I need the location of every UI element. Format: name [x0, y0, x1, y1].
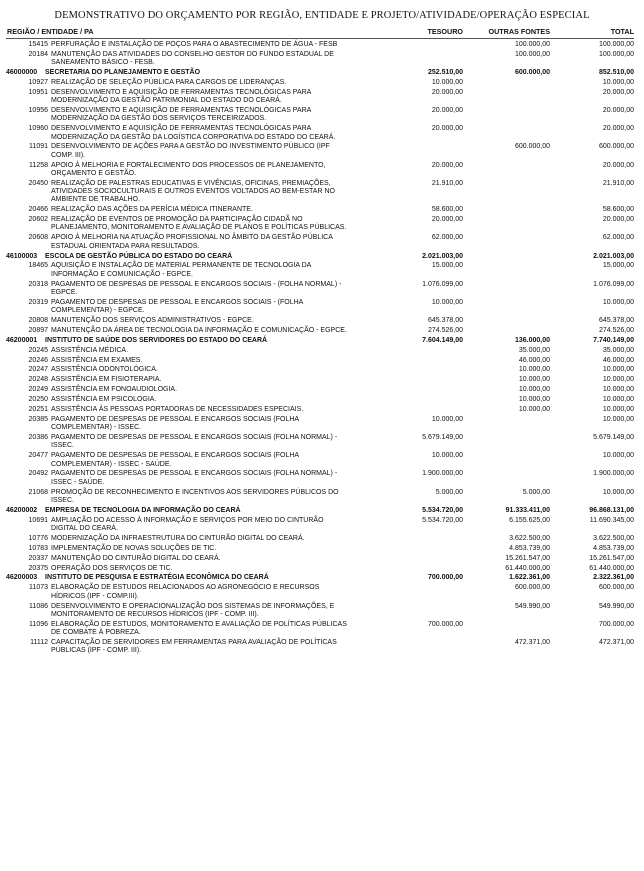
outras-fontes-value: 61.440.000,00 [505, 564, 550, 572]
tesouro-value: 274.526,00 [427, 326, 463, 334]
table-row [6, 162, 634, 180]
total-value: 10.000,00 [602, 78, 634, 86]
action-code: 11112 [30, 638, 48, 646]
outras-fontes-value: 15.261.547,00 [505, 554, 550, 562]
total-value: 549.990,00 [598, 602, 634, 610]
outras-fontes-value: 600.000,00 [514, 584, 550, 592]
description: ASSISTÊNCIA ÀS PESSOAS PORTADORAS DE NECESSIDADES ESPECIAIS. [51, 406, 304, 414]
table-row [6, 639, 634, 657]
entity-code: 46200001 [6, 336, 38, 344]
outras-fontes-value: 100.000,00 [514, 50, 550, 58]
total-value: 10.000,00 [602, 406, 634, 414]
outras-fontes-value: 4.853.739,00 [509, 544, 550, 552]
table-row [6, 89, 634, 107]
action-code: 11086 [29, 602, 48, 610]
total-value: 10.000,00 [602, 386, 634, 394]
outras-fontes-value: 10.000,00 [518, 376, 550, 384]
action-code: 21068 [28, 488, 48, 496]
total-value: 2.322.361,00 [593, 574, 634, 582]
tesouro-value: 1.900.000,00 [422, 470, 463, 478]
tesouro-value: 10.000,00 [431, 452, 463, 460]
table-row [6, 41, 634, 51]
action-code: 20249 [28, 386, 48, 394]
description: APOIO À MELHORIA E FORTALECIMENTO DOS PROCESSOS DE PLANEJAMENTO, ORÇAMENTO E GESTÃO. [51, 161, 326, 177]
action-code: 11091 [29, 143, 48, 151]
description: ASSISTÊNCIA EM FONOAUDIOLOGIA. [51, 386, 178, 394]
description: CAPACITAÇÃO DE SERVIDORES EM FERRAMENTAS PARA AVALIAÇÃO DE POLÍTICAS PÚBLICAS (IPF - COMP. III). [51, 638, 337, 655]
total-value: 11.690.345,00 [589, 516, 634, 524]
entity-code: 46000000 [6, 69, 38, 77]
outras-fontes-value: 3.622.500,00 [509, 534, 550, 542]
table-row [6, 406, 634, 416]
table-header [6, 27, 634, 39]
total-value: 472.371,00 [598, 638, 634, 646]
action-code: 20250 [28, 396, 48, 404]
tesouro-value: 1.076.099,00 [422, 280, 463, 288]
tesouro-value: 15.000,00 [431, 262, 463, 270]
description: MANUTENÇÃO DA ÁREA DE TECNOLOGIA DA INFORMAÇÃO E COMUNICAÇÃO - EGPCE. [51, 326, 347, 334]
outras-fontes-value: 136.000,00 [514, 336, 550, 344]
tesouro-value: 645.378,00 [427, 317, 463, 324]
total-value: 46.000,00 [602, 356, 634, 364]
table-row [6, 327, 634, 337]
total-value: 10.000,00 [602, 366, 634, 374]
description: ASSISTÊNCIA ODONTOLÓGICA. [51, 366, 158, 374]
total-value: 274.526,00 [598, 326, 634, 334]
action-code: 10956 [28, 107, 48, 115]
table-row [6, 584, 634, 602]
table-row [6, 357, 634, 367]
action-code: 20897 [28, 326, 48, 334]
table-row [6, 125, 634, 143]
outras-fontes-value: 6.155.625,00 [509, 516, 550, 524]
action-code: 20466 [28, 206, 48, 214]
action-code: 20248 [28, 376, 48, 384]
total-value: 10.000,00 [602, 376, 634, 384]
total-value: 1.900.000,00 [593, 470, 634, 478]
action-code: 10927 [28, 78, 48, 86]
action-code: 20245 [28, 346, 48, 354]
table-row [6, 489, 634, 507]
action-code: 10951 [28, 88, 48, 96]
description: SECRETARIA DO PLANEJAMENTO E GESTÃO [45, 69, 201, 77]
outras-fontes-value: 600.000,00 [514, 143, 550, 151]
total-value: 20.000,00 [602, 88, 634, 96]
total-value: 100.000,00 [598, 41, 634, 48]
description: REALIZAÇÃO DAS AÇÕES DA PERÍCIA MÉDICA ITINERANTE. [51, 206, 253, 214]
total-value: 600.000,00 [598, 584, 634, 592]
action-code: 10960 [28, 125, 48, 133]
action-code: 20602 [28, 216, 48, 224]
tesouro-value: 10.000,00 [431, 78, 463, 86]
table-row [6, 281, 634, 299]
tesouro-value: 5.534.720,00 [422, 516, 463, 524]
tesouro-value: 58.600,00 [431, 206, 463, 214]
outras-fontes-value: 10.000,00 [518, 406, 550, 414]
description: ESCOLA DE GESTÃO PÚBLICA DO ESTADO DO CEARÁ [45, 252, 233, 260]
total-value: 15.000,00 [602, 262, 634, 270]
tesouro-value: 20.000,00 [431, 125, 463, 133]
tesouro-value: 20.000,00 [431, 161, 463, 169]
table-row [6, 603, 634, 621]
table-row [6, 535, 634, 545]
description: APOIO À MELHORIA NA ATUAÇÃO PROFISSIONAL NO ÂMBITO DA GESTÃO PÚBLICA ESTADUAL ORIENTADA PARA RESULTADOS. [51, 234, 333, 250]
outras-fontes-value: 1.622.361,00 [509, 574, 550, 582]
table-row [6, 79, 634, 89]
outras-fontes-value: 10.000,00 [518, 366, 550, 374]
description: ASSISTÊNCIA EM FISIOTERAPIA. [51, 376, 162, 384]
table-row [6, 107, 634, 125]
outras-fontes-value: 10.000,00 [518, 396, 550, 404]
description: ELABORAÇÃO DE ESTUDOS, MONITORAMENTO E AVALIAÇÃO DE POLÍTICAS PÚBLICAS DE COMBATE À POBREZA. [51, 620, 347, 637]
description: MANUTENÇÃO DOS SERVIÇOS ADMINISTRATIVOS - EGPCE. [51, 317, 254, 324]
description: ASSISTÊNCIA EM PSICOLOGIA. [51, 396, 157, 404]
table-row [6, 452, 634, 470]
description: OPERAÇÃO DOS SERVIÇOS DE TIC. [51, 564, 173, 572]
description: PAGAMENTO DE DESPESAS DE PESSOAL E ENCARGOS SOCIAIS (FOLHA NORMAL) - ISSEC - SAÚDE. [51, 470, 338, 486]
action-code: 20247 [28, 366, 48, 374]
table-row [6, 216, 634, 234]
entity-code: 46100003 [6, 252, 38, 260]
action-code: 10776 [28, 534, 48, 542]
tesouro-value: 20.000,00 [431, 216, 463, 224]
tesouro-value: 7.604.149,00 [422, 336, 463, 344]
total-value: 20.000,00 [602, 216, 634, 224]
table-row [6, 396, 634, 406]
table-row [6, 565, 634, 575]
header-total: TOTAL [610, 27, 634, 36]
total-value: 2.021.003,00 [593, 252, 634, 260]
description: AQUISIÇÃO E INSTALAÇÃO DE MATERIAL PERMANENTE DE TECNOLOGIA DA INFORMAÇÃO E COMUNICAÇÃO - EGPCE. [51, 262, 311, 278]
total-value: 1.076.099,00 [593, 280, 634, 288]
description: PAGAMENTO DE DESPESAS DE PESSOAL E ENCARGOS SOCIAIS - (FOLHA COMPLEMENTAR) - EGPCE. [51, 298, 303, 315]
description: DESENVOLVIMENTO E AQUISIÇÃO DE FERRAMENTAS TECNOLÓGICAS PARA MODERNIZAÇÃO DA GESTÃO DOS SERVIÇOS TERCEIRIZADOS. [51, 107, 311, 123]
description: ASSISTÊNCIA MÉDICA. [51, 346, 129, 354]
description: PAGAMENTO DE DESPESAS DE PESSOAL E ENCARGOS SOCIAIS (FOLHA COMPLEMENTAR) - ISSEC - SAÚDE. [51, 452, 299, 468]
outras-fontes-value: 46.000,00 [518, 356, 550, 364]
description: MANUTENÇÃO DO CINTURÃO DIGITAL DO CEARÁ. [51, 554, 221, 562]
description: DESENVOLVIMENTO DE AÇÕES PARA A GESTÃO DO INVESTIMENTO PÚBLICO (IPF COMP. III). [51, 143, 330, 159]
total-value: 700.000,00 [598, 620, 634, 628]
description: REALIZAÇÃO DE PALESTRAS EDUCATIVAS E VIVÊNCIAS, OFICINAS, PREMIAÇÕES, ATIVIDADES SOCIOCULTURAIS E OUTROS EVENTOS VOLTADOS AO BEM-ESTAR NO AMBIENTE DE TRABALHO. [51, 179, 335, 204]
action-code: 10691 [28, 516, 48, 524]
action-code: 11073 [29, 584, 48, 592]
description: MANUTENÇÃO DAS ATIVIDADES DO CONSELHO GESTOR DO FUNDO ESTADUAL DE SANEAMENTO BÁSICO - FESB. [51, 50, 334, 67]
action-code: 20386 [28, 434, 48, 442]
table-row [6, 347, 634, 357]
action-code: 20319 [28, 298, 48, 306]
description: REALIZAÇÃO DE SELEÇÃO PÚBLICA PARA CARGOS DE LIDERANÇAS. [51, 78, 287, 86]
entity-code: 46200003 [6, 574, 38, 582]
entity-row [6, 253, 634, 263]
total-value: 10.000,00 [602, 452, 634, 460]
description: DESENVOLVIMENTO E AQUISIÇÃO DE FERRAMENTAS TECNOLÓGICAS PARA MODERNIZAÇÃO DA GESTÃO PATRIMONIAL DO ESTADO DO CEARÁ. [51, 88, 311, 105]
total-value: 600.000,00 [598, 143, 634, 151]
outras-fontes-value: 10.000,00 [518, 386, 550, 394]
description: ELABORAÇÃO DE ESTUDOS RELACIONADOS AO AGRONEGÓCIO E RECURSOS HÍDRICOS (IPF - COMP.III). [51, 584, 320, 600]
tesouro-value: 62.000,00 [431, 234, 463, 242]
description: INSTITUTO DE SAÚDE DOS SERVIDORES DO ESTADO DO CEARÁ [45, 336, 268, 344]
description: EMPRESA DE TECNOLOGIA DA INFORMAÇÃO DO CEARÁ [45, 506, 241, 514]
total-value: 10.000,00 [602, 488, 634, 496]
action-code: 20477 [28, 452, 48, 460]
total-value: 3.622.500,00 [593, 534, 634, 542]
outras-fontes-value: 5.000,00 [522, 488, 550, 496]
action-code: 20608 [28, 234, 48, 242]
table-row [6, 206, 634, 216]
action-code: 20385 [28, 415, 48, 423]
table-row [6, 143, 634, 161]
table-row [6, 180, 634, 206]
entity-code: 46200002 [6, 506, 38, 514]
action-code: 11096 [29, 620, 48, 628]
total-value: 852.510,00 [598, 69, 634, 77]
total-value: 7.740.149,00 [593, 336, 634, 344]
total-value: 645.378,00 [598, 317, 634, 324]
total-value: 10.000,00 [602, 415, 634, 423]
header-outras-fontes: OUTRAS FONTES [488, 27, 550, 36]
total-value: 20.000,00 [602, 161, 634, 169]
total-value: 21.910,00 [602, 179, 634, 187]
description: ASSISTÊNCIA EM EXAMES. [51, 356, 143, 364]
tesouro-value: 10.000,00 [431, 298, 463, 306]
tesouro-value: 252.510,00 [427, 69, 463, 77]
description: INSTITUTO DE PESQUISA E ESTRATÉGIA ECONÔMICA DO CEARÁ [45, 574, 269, 582]
outras-fontes-value: 91.333.411,00 [505, 506, 550, 514]
description: PERFURAÇÃO E INSTALAÇÃO DE POÇOS PARA O ABASTECIMENTO DE ÁGUA - FESB [51, 41, 338, 48]
entity-row [6, 507, 634, 517]
outras-fontes-value: 100.000,00 [514, 41, 550, 48]
description: REALIZAÇÃO DE EVENTOS DE PROMOÇÃO DA PARTICIPAÇÃO CIDADÃ NO PLANEJAMENTO, MONITORAMENTO E AVALIAÇÃO DE PLANOS E POLÍTICAS PÚBLICAS. [51, 216, 347, 232]
total-value: 96.868.131,00 [589, 506, 634, 514]
action-code: 20337 [28, 554, 48, 562]
total-value: 20.000,00 [602, 125, 634, 133]
budget-table-body [6, 41, 634, 657]
header-tesouro: TESOURO [427, 27, 463, 36]
action-code: 15415 [28, 41, 48, 48]
description: IMPLEMENTAÇÃO DE NOVAS SOLUÇÕES DE TIC. [51, 544, 217, 552]
outras-fontes-value: 472.371,00 [514, 638, 550, 646]
action-code: 20375 [28, 564, 48, 572]
entity-row [6, 337, 634, 347]
table-row [6, 299, 634, 317]
action-code: 20246 [28, 356, 48, 364]
action-code: 20318 [28, 280, 48, 288]
description: AMPLIAÇÃO DO ACESSO À INFORMAÇÃO E SERVIÇOS POR MEIO DO CINTURÃO DIGITAL DO CEARÁ. [51, 516, 324, 533]
action-code: 11258 [29, 161, 48, 169]
tesouro-value: 10.000,00 [431, 415, 463, 423]
description: PAGAMENTO DE DESPESAS DE PESSOAL E ENCARGOS SOCIAIS - (FOLHA NORMAL) - EGPCE. [51, 280, 342, 296]
description: MODERNIZAÇÃO DA INFRAESTRUTURA DO CINTURÃO DIGITAL DO CEARÁ. [51, 534, 305, 542]
table-row [6, 517, 634, 535]
table-row [6, 366, 634, 376]
total-value: 20.000,00 [602, 107, 634, 115]
action-code: 20184 [28, 50, 48, 58]
outras-fontes-value: 549.990,00 [514, 602, 550, 610]
table-row [6, 376, 634, 386]
total-value: 100.000,00 [598, 50, 634, 58]
table-row [6, 386, 634, 396]
action-code: 10783 [28, 544, 48, 552]
tesouro-value: 700.000,00 [427, 574, 463, 582]
action-code: 20450 [28, 179, 48, 187]
tesouro-value: 21.910,00 [431, 179, 463, 187]
action-code: 20492 [28, 470, 48, 478]
total-value: 35.000,00 [602, 346, 634, 354]
header-regiao: REGIÃO / ENTIDADE / PA [7, 27, 94, 36]
action-code: 18465 [28, 262, 48, 270]
table-row [6, 545, 634, 555]
table-row [6, 317, 634, 327]
description: PAGAMENTO DE DESPESAS DE PESSOAL E ENCARGOS SOCIAIS (FOLHA COMPLEMENTAR) - ISSEC. [51, 415, 299, 432]
tesouro-value: 5.000,00 [435, 488, 463, 496]
outras-fontes-value: 600.000,00 [514, 69, 550, 77]
description: DESENVOLVIMENTO E OPERACIONALIZAÇÃO DOS SISTEMAS DE INFORMAÇÕES, E MONITORAMENTO DE RECURSOS HÍDRICOS (IPF - COMP. III). [51, 602, 335, 618]
tesouro-value: 20.000,00 [431, 107, 463, 115]
table-row [6, 416, 634, 434]
total-value: 10.000,00 [602, 396, 634, 404]
table-row [6, 51, 634, 69]
total-value: 61.440.000,00 [589, 564, 634, 572]
tesouro-value: 5.534.720,00 [422, 506, 463, 514]
tesouro-value: 700.000,00 [427, 620, 463, 628]
total-value: 58.600,00 [602, 206, 634, 214]
outras-fontes-value: 35.000,00 [518, 346, 550, 354]
total-value: 62.000,00 [602, 234, 634, 242]
table-row [6, 262, 634, 280]
table-row [6, 621, 634, 639]
description: DESENVOLVIMENTO E AQUISIÇÃO DE FERRAMENTAS TECNOLÓGICAS PARA MODERNIZAÇÃO DA GESTÃO DA LOGÍSTICA CORPORATIVA DO ESTADO DO CEARÁ. [51, 125, 336, 141]
action-code: 20808 [28, 317, 48, 324]
table-row [6, 470, 634, 488]
description: PAGAMENTO DE DESPESAS DE PESSOAL E ENCARGOS SOCIAIS (FOLHA NORMAL) - ISSEC. [51, 434, 338, 450]
table-row [6, 234, 634, 252]
entity-row [6, 69, 634, 79]
tesouro-value: 5.679.149,00 [422, 434, 463, 442]
total-value: 4.853.739,00 [593, 544, 634, 552]
page-title: DEMONSTRATIVO DO ORÇAMENTO POR REGIÃO, ENTIDADE E PROJETO/ATIVIDADE/OPERAÇÃO ESPECIAL [54, 10, 590, 21]
action-code: 20251 [28, 406, 48, 414]
description: PROMOÇÃO DE RECONHECIMENTO E INCENTIVOS AOS SERVIDORES PÚBLICOS DO ISSEC. [51, 488, 339, 504]
tesouro-value: 20.000,00 [431, 88, 463, 96]
table-row [6, 555, 634, 565]
total-value: 5.679.149,00 [593, 434, 634, 442]
entity-row [6, 574, 634, 584]
table-row [6, 434, 634, 452]
tesouro-value: 2.021.003,00 [422, 252, 463, 260]
total-value: 15.261.547,00 [589, 554, 634, 562]
total-value: 10.000,00 [602, 298, 634, 306]
